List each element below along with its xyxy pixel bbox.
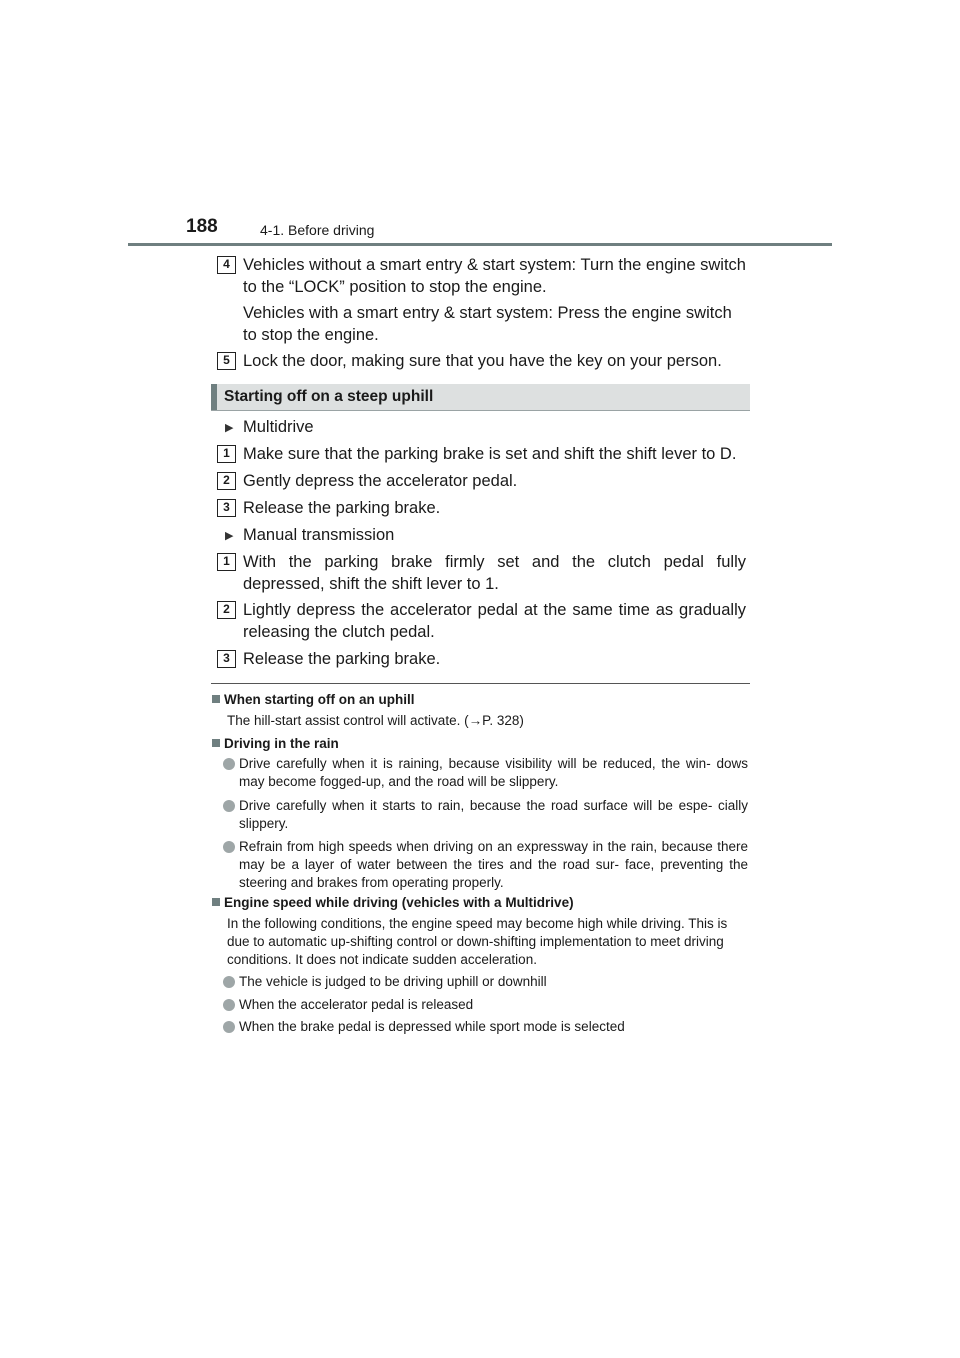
list-item: The vehicle is judged to be driving uphill or downhill: [239, 974, 547, 989]
step-text: Lightly depress the accelerator pedal at the same time as gradually releasing the clutch pedal.: [243, 601, 746, 641]
round-bullet-icon: [223, 841, 235, 853]
round-bullet-icon: [223, 999, 235, 1011]
step-text: Vehicles without a smart entry & start system: Turn the engine switch to the “LOCK” position to stop the engine.: [243, 256, 746, 296]
page-number: 188: [186, 216, 218, 237]
notes-divider: [211, 683, 750, 684]
step-badge: 3: [217, 499, 236, 517]
step-badge: 5: [217, 352, 236, 370]
step-text: Lock the door, making sure that you have the key on your person.: [243, 352, 722, 370]
note-text: The hill-start assist control will activate. (→P. 328): [227, 713, 524, 728]
list-item: When the brake pedal is depressed while sport mode is selected: [239, 1019, 625, 1034]
step-badge: 3: [217, 650, 236, 668]
step-badge: 2: [217, 472, 236, 490]
list-item: When the accelerator pedal is released: [239, 997, 474, 1012]
step-badge: 2: [217, 601, 236, 619]
step-text: Release the parking brake.: [243, 499, 441, 517]
step-text: Gently depress the accelerator pedal.: [243, 472, 518, 490]
round-bullet-icon: [223, 758, 235, 770]
section-heading-bar: [211, 384, 750, 411]
note-heading: Engine speed while driving (vehicles with a Multidrive): [212, 895, 574, 910]
step-text: With the parking brake firmly set and the clutch pedal fully depressed, shift the shift lever to 1.: [243, 553, 746, 593]
triangle-arrow-icon: ▶: [225, 422, 234, 434]
subsection-label: Multidrive: [243, 418, 314, 436]
list-item: Refrain from high speeds when driving on an expressway in the rain, because there may be a layer of water between the tires and the road sur- face, preventing the steering and brakes from operating properly.: [239, 839, 748, 890]
triangle-arrow-icon: ▶: [225, 530, 234, 542]
step-badge: 1: [217, 445, 236, 463]
square-bullet-icon: [212, 898, 220, 906]
step-text: Vehicles with a smart entry & start system: Press the engine switch to stop the engine.: [243, 304, 732, 344]
square-bullet-icon: [212, 739, 220, 747]
section-label: 4-1. Before driving: [260, 222, 375, 238]
round-bullet-icon: [223, 1021, 235, 1033]
note-heading: Driving in the rain: [212, 736, 339, 751]
list-item: Drive carefully when it is raining, because visibility will be reduced, the win- dows may become fogged-up, and the road will be slippery.: [239, 756, 748, 789]
note-heading: When starting off on an uphill: [212, 692, 414, 707]
header-rule: [128, 243, 832, 246]
list-item: Drive carefully when it starts to rain, because the road surface will be espe- cially slippery.: [239, 798, 748, 831]
square-bullet-icon: [212, 695, 220, 703]
step-text: Make sure that the parking brake is set and shift the shift lever to D.: [243, 445, 737, 463]
round-bullet-icon: [223, 800, 235, 812]
section-bar-accent: [211, 384, 217, 410]
subsection-label: Manual transmission: [243, 526, 395, 544]
note-text: In the following conditions, the engine speed may become high while driving. This is due to automatic up-shifting control or down-shifting implementation to meet driving conditions. It does not indicate sudden acceleration.: [227, 916, 728, 967]
step-badge: 4: [217, 256, 236, 274]
round-bullet-icon: [223, 976, 235, 988]
step-badge: 1: [217, 553, 236, 571]
step-text: Release the parking brake.: [243, 650, 441, 668]
section-heading: Starting off on a steep uphill: [224, 388, 434, 405]
